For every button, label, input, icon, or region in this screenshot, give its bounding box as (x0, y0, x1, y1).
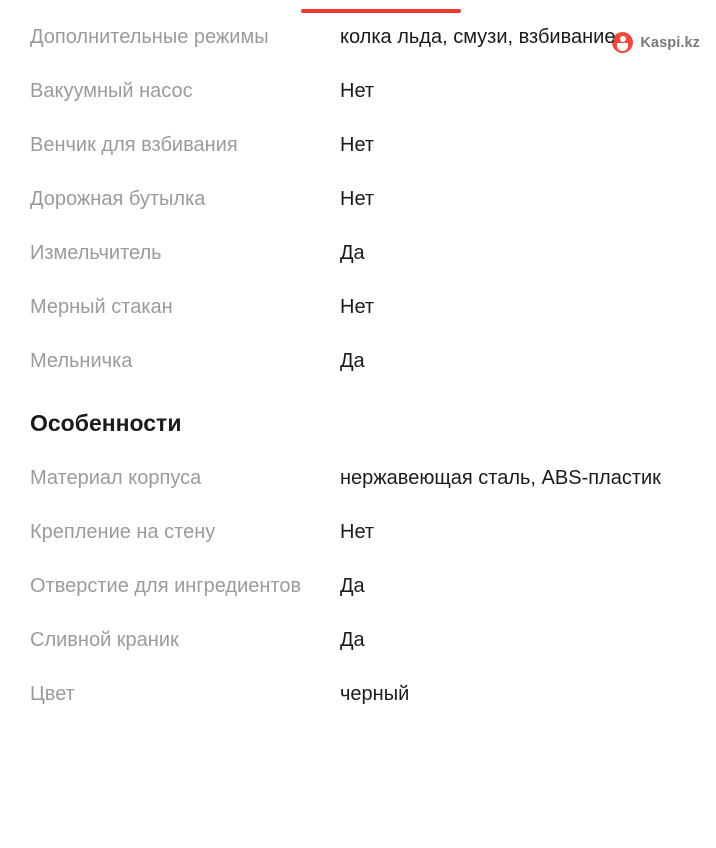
spec-name: Материал корпуса (30, 467, 202, 489)
spec-name: Венчик для взбивания (30, 134, 238, 156)
spec-row (0, 571, 716, 602)
spec-row (0, 184, 716, 215)
spec-row (0, 238, 716, 269)
spec-name: Мерный стакан (30, 296, 173, 318)
kaspi-watermark-label: Kaspi.kz (640, 34, 700, 51)
spec-row (0, 625, 716, 656)
spec-name: Дополнительные режимы (30, 26, 269, 48)
specifications-list (0, 22, 716, 733)
spec-row (0, 517, 716, 548)
spec-row (0, 76, 716, 107)
spec-row (0, 130, 716, 161)
spec-name: Вакуумный насос (30, 80, 193, 102)
spec-name: Отверстие для ингредиентов (30, 575, 302, 597)
spec-row (0, 346, 716, 377)
spec-value: Да (340, 629, 365, 651)
spec-value: черный (340, 683, 410, 705)
spec-row (0, 292, 716, 323)
spec-value: Нет (340, 80, 375, 102)
spec-value: колка льда, смузи, взбивание (340, 26, 616, 48)
spec-name: Крепление на стену (30, 521, 216, 543)
spec-row (0, 679, 716, 710)
spec-row (0, 463, 716, 494)
spec-value: Нет (340, 296, 375, 318)
spec-value: Да (340, 575, 365, 597)
spec-value: Нет (340, 521, 375, 543)
spec-name: Измельчитель (30, 242, 162, 264)
spec-name: Мельничка (30, 350, 133, 372)
spec-name: Сливной краник (30, 629, 179, 651)
spec-value: Нет (340, 188, 375, 210)
spec-name: Цвет (30, 683, 75, 705)
spec-name: Дорожная бутылка (30, 188, 206, 210)
spec-value: Да (340, 350, 365, 372)
spec-value: Нет (340, 134, 375, 156)
spec-value: Да (340, 242, 365, 264)
top-accent-bar (301, 9, 461, 13)
spec-value: нержавеющая сталь, ABS-пластик (340, 467, 661, 489)
spec-row (0, 22, 716, 53)
section-title: Особенности (30, 410, 182, 436)
